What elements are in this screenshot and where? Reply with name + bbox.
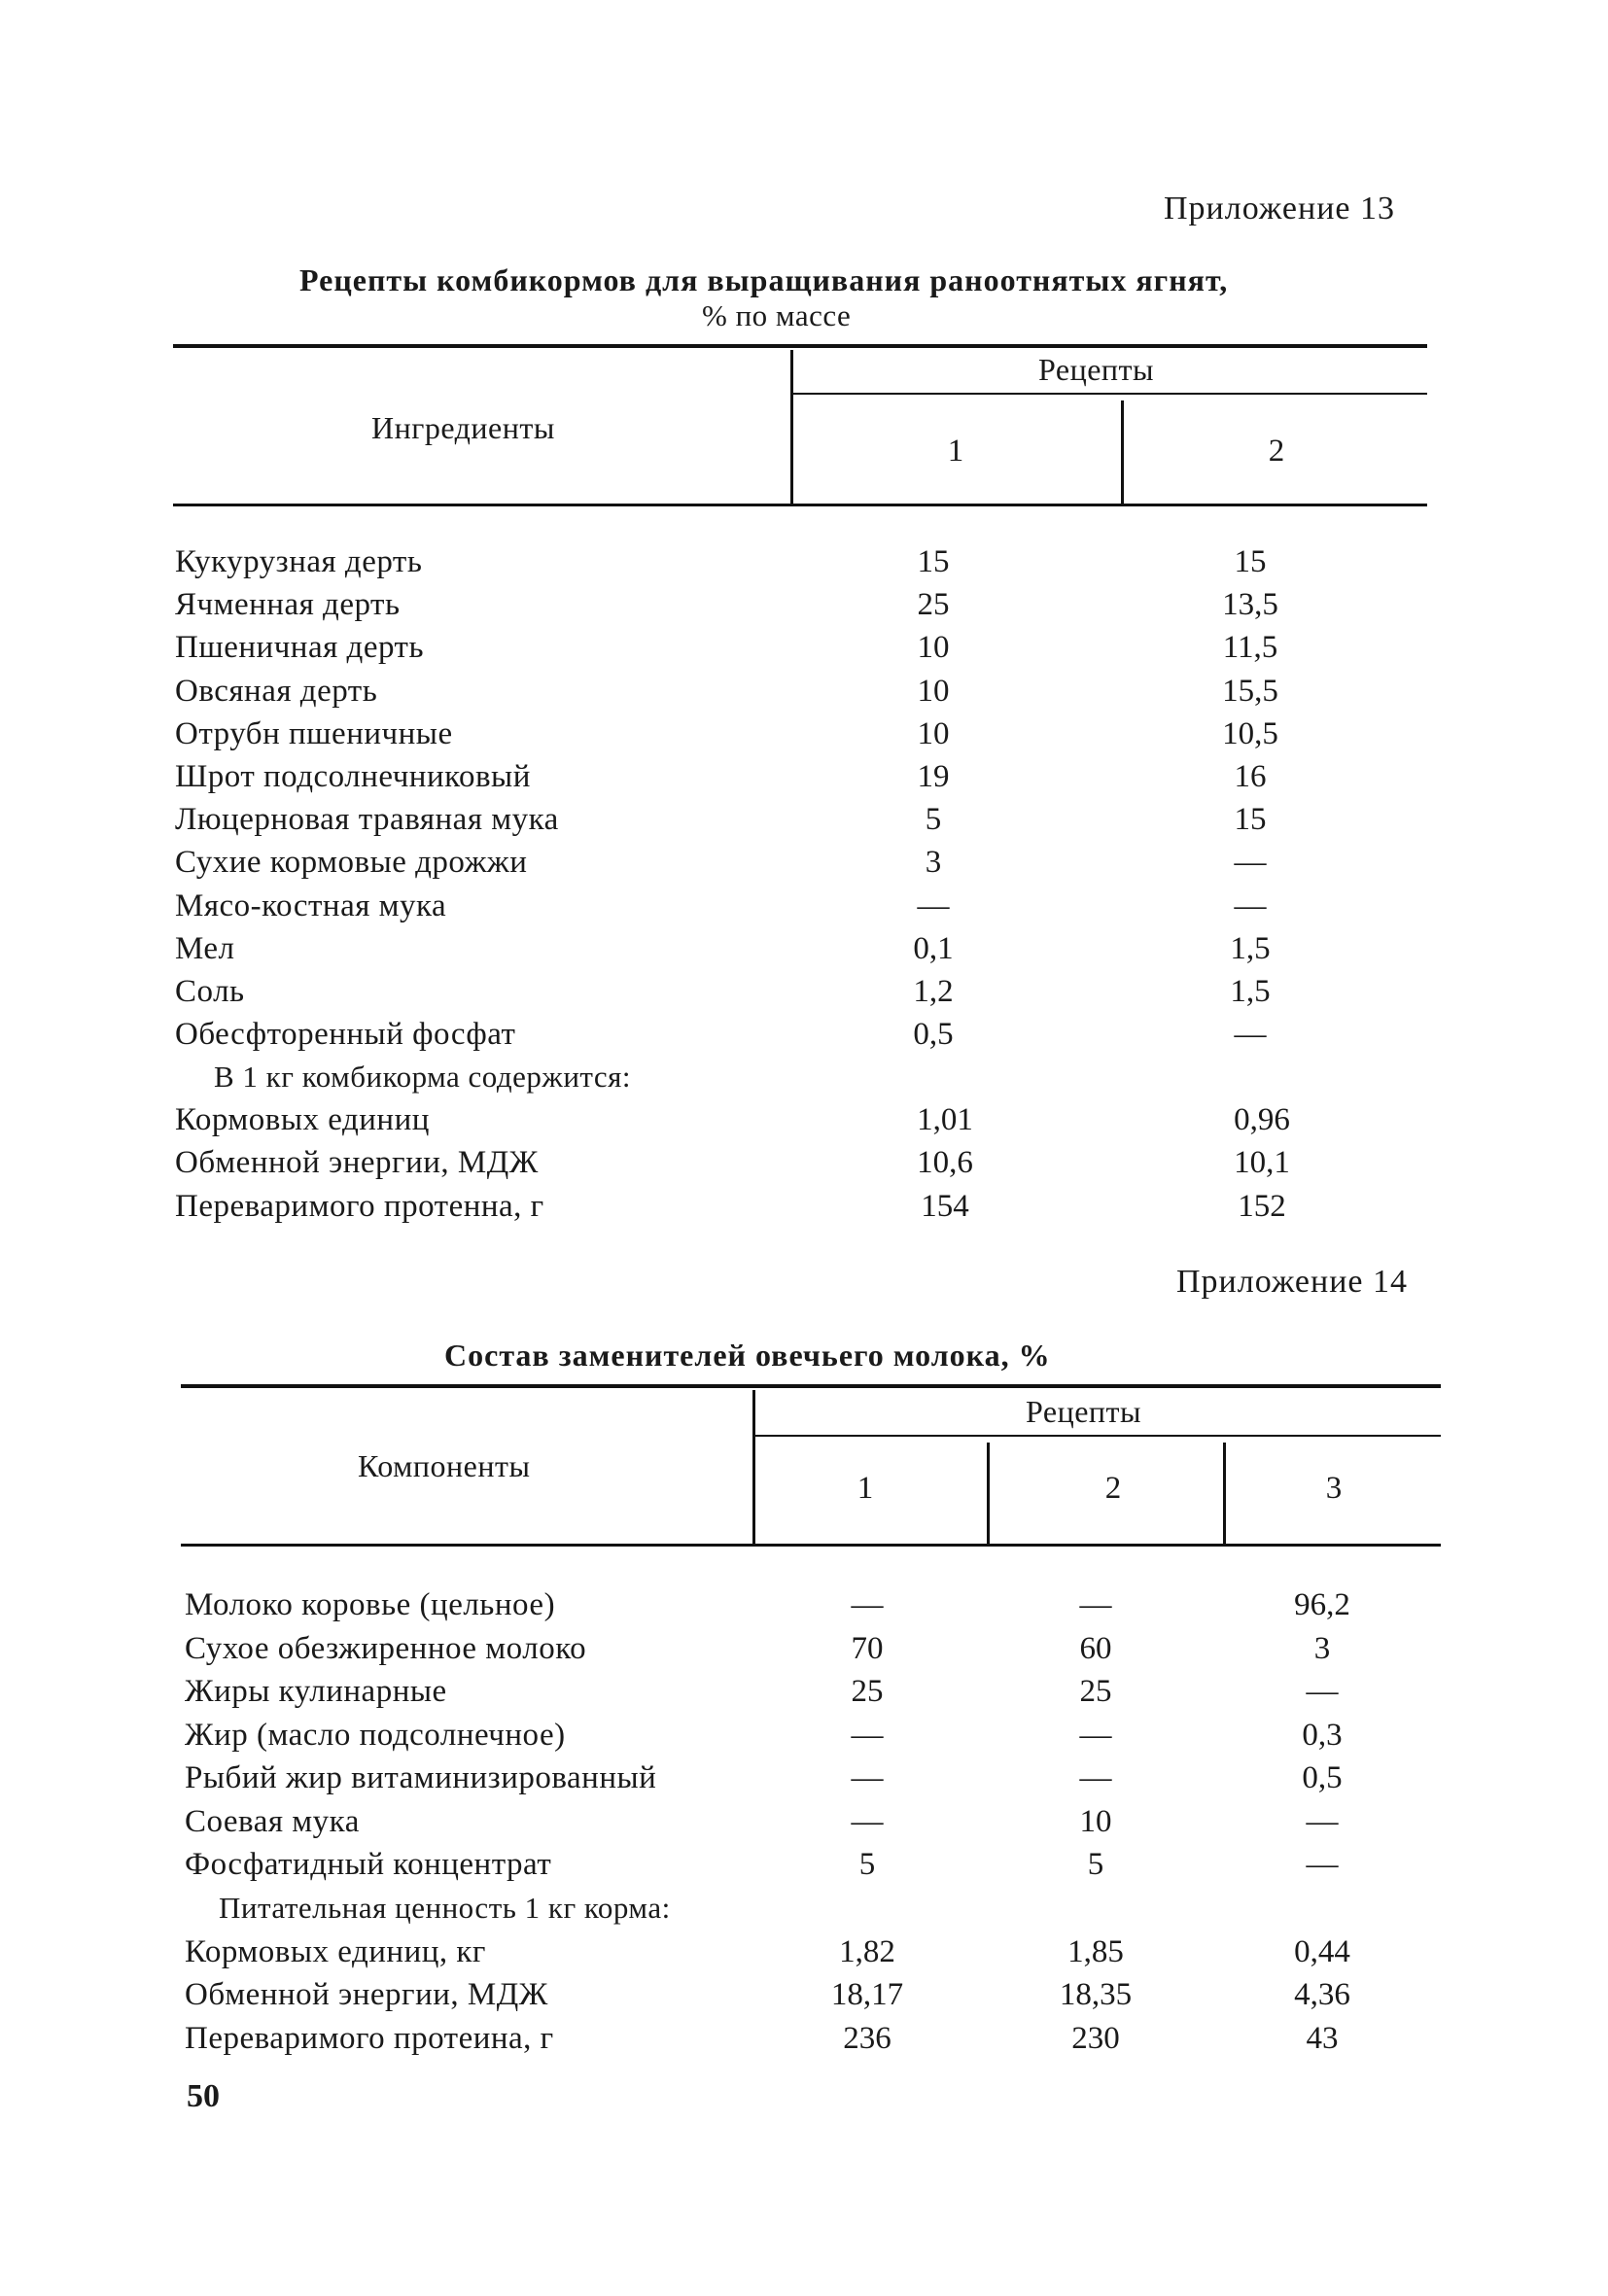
table-2-row-value-2: 10 [1079, 1804, 1112, 1839]
table-1-row-value-2: 16 [1234, 759, 1267, 794]
table-2-col-divider-1 [987, 1443, 990, 1544]
table-2-row-value-3: 0,3 [1302, 1718, 1343, 1753]
table-1-row-value-1: 3 [925, 845, 942, 880]
table-2-header-components: Компоненты [358, 1448, 531, 1483]
table-1-header-rule [173, 504, 1427, 506]
table-1-content-value-1: 1,01 [917, 1102, 973, 1137]
table-1-content-row-name: Обменной энергии, МДЖ [175, 1145, 539, 1180]
table-1-row-name: Соль [175, 974, 245, 1009]
table-2-nutrition-value-2: 1,85 [1067, 1934, 1124, 1969]
table-2-col-2: 2 [1104, 1471, 1122, 1506]
table-1-row-name: Отрубн пшеничные [175, 716, 453, 751]
table-2-nutrition-value-1: 18,17 [830, 1977, 904, 2012]
table-1-row-value-1: 0,1 [913, 931, 954, 966]
table-1-row-name: Шрот подсолнечниковый [175, 759, 531, 794]
table-2-nutrition-value-2: 18,35 [1059, 1977, 1133, 2012]
table-2-row-value-1: 70 [851, 1631, 884, 1666]
table-1-row-name: Люцерновая травяная мука [175, 802, 559, 837]
table-2-row-value-3: 0,5 [1302, 1760, 1343, 1795]
table-2-nutrition-value-1: 236 [843, 2021, 891, 2056]
table-2-row-value-1: — [851, 1804, 884, 1839]
table-2-row-name: Сухое обезжиренное молоко [185, 1631, 587, 1666]
table-1-header-divider [790, 350, 793, 504]
table-2-row-value-1: 5 [858, 1847, 876, 1882]
table-1-row-value-1: 5 [925, 802, 942, 837]
table-1-content-row-name: Кормовых единиц [175, 1102, 430, 1137]
page-number: 50 [187, 2078, 220, 2114]
table-2-nutrition-value-2: 230 [1071, 2021, 1120, 2056]
table-2-recipes-rule [755, 1435, 1441, 1437]
table-2-nutrition-value-3: 43 [1306, 2021, 1339, 2056]
table-1-content-value-2: 10,1 [1234, 1145, 1290, 1180]
table-1-row-name: Овсяная дерть [175, 674, 378, 709]
table-2-nutrition-value-3: 4,36 [1294, 1977, 1350, 2012]
table-2-col-1: 1 [856, 1471, 874, 1506]
table-2-col-3: 3 [1325, 1471, 1343, 1506]
table-1-col-divider [1121, 400, 1124, 504]
table-1-row-name: Пшеничная дерть [175, 630, 425, 665]
table-2-header-recipes: Рецепты [1026, 1394, 1142, 1429]
table-1-row-value-1: 0,5 [913, 1017, 954, 1052]
table-2-row-value-2: 5 [1087, 1847, 1104, 1882]
table-1-row-name: Сухие кормовые дрожжи [175, 845, 528, 880]
table-2-header-rule [181, 1544, 1441, 1547]
table-2-row-value-1: — [851, 1760, 884, 1795]
table-2-row-value-2: 60 [1079, 1631, 1112, 1666]
appendix-13-label: Приложение 13 [1164, 191, 1395, 226]
table-2-row-value-3: 3 [1313, 1631, 1331, 1666]
table-2-row-value-2: — [1079, 1587, 1112, 1622]
table-1-row-value-2: 1,5 [1230, 974, 1271, 1009]
table-1-row-value-2: 15,5 [1222, 674, 1278, 709]
table-2-row-value-1: — [851, 1587, 884, 1622]
table-1-row-value-2: 15 [1234, 544, 1267, 579]
table-1-subtitle: % по массе [702, 298, 852, 332]
table-2-row-value-3: 96,2 [1294, 1587, 1350, 1622]
table-1-content-value-1: 10,6 [917, 1145, 973, 1180]
table-2-row-name: Жир (масло подсолнечное) [185, 1718, 566, 1753]
table-1-content-note: В 1 кг комбикорма содержится: [214, 1060, 631, 1094]
table-1-header-recipes: Рецепты [1038, 352, 1155, 387]
table-2-row-value-2: — [1079, 1718, 1112, 1753]
table-1-row-name: Мел [175, 931, 235, 966]
table-1-row-value-2: — [1234, 1017, 1267, 1052]
table-1-content-row-name: Переваримого протенна, г [175, 1189, 544, 1224]
table-1-row-name: Обесфторенный фосфат [175, 1017, 516, 1052]
table-2-row-value-3: — [1306, 1847, 1339, 1882]
table-2-row-name: Соевая мука [185, 1804, 360, 1839]
table-1-row-value-1: 15 [917, 544, 950, 579]
table-1-row-value-1: 10 [917, 630, 950, 665]
table-2-nutrition-note: Питательная ценность 1 кг корма: [219, 1891, 671, 1925]
table-2-top-rule [181, 1384, 1441, 1388]
table-1-title: Рецепты комбикормов для выращивания раноотнятых ягнят, [299, 262, 1229, 297]
table-1-row-value-1: — [917, 888, 950, 923]
table-1-row-value-2: 10,5 [1222, 716, 1278, 751]
table-2-nutrition-row-name: Обменной энергии, МДЖ [185, 1977, 548, 2012]
table-1-row-value-2: 15 [1234, 802, 1267, 837]
table-2-nutrition-value-3: 0,44 [1294, 1934, 1350, 1969]
table-2-col-divider-2 [1223, 1443, 1226, 1544]
table-2-row-value-1: 25 [851, 1674, 884, 1709]
table-2-row-value-3: — [1306, 1804, 1339, 1839]
table-1-content-value-2: 0,96 [1234, 1102, 1290, 1137]
table-1-header-ingredients: Ингредиенты [371, 410, 555, 445]
table-1-row-name: Кукурузная дерть [175, 544, 423, 579]
table-1-row-value-2: — [1234, 845, 1267, 880]
table-2-nutrition-value-1: 1,82 [839, 1934, 895, 1969]
table-2-row-value-3: — [1306, 1674, 1339, 1709]
table-1-row-value-1: 19 [917, 759, 950, 794]
table-1-row-value-2: 13,5 [1222, 587, 1278, 622]
table-1-row-value-1: 10 [917, 716, 950, 751]
table-2-row-name: Молоко коровье (цельное) [185, 1587, 556, 1622]
table-2-row-name: Фосфатидный концентрат [185, 1847, 552, 1882]
table-1-top-rule [173, 344, 1427, 348]
table-1-col-1: 1 [947, 434, 964, 469]
table-1-content-value-1: 154 [921, 1189, 969, 1224]
table-1-row-value-2: 11,5 [1222, 630, 1278, 665]
appendix-14-label: Приложение 14 [1176, 1264, 1408, 1300]
table-1-row-name: Мясо-костная мука [175, 888, 447, 923]
table-2-row-value-1: — [851, 1718, 884, 1753]
table-1-recipes-rule [793, 393, 1427, 395]
table-2-title: Состав заменителей овечьего молока, % [444, 1338, 1051, 1373]
table-2-row-value-2: 25 [1079, 1674, 1112, 1709]
table-1-row-value-1: 10 [917, 674, 950, 709]
table-2-nutrition-row-name: Кормовых единиц, кг [185, 1934, 486, 1969]
table-1-row-value-2: 1,5 [1230, 931, 1271, 966]
table-1-row-value-2: — [1234, 888, 1267, 923]
table-2-nutrition-row-name: Переваримого протеина, г [185, 2021, 554, 2056]
table-2-row-value-2: — [1079, 1760, 1112, 1795]
table-2-header-divider [752, 1390, 755, 1544]
table-2-row-name: Рыбий жир витаминизированный [185, 1760, 657, 1795]
table-1-col-2: 2 [1268, 434, 1285, 469]
table-2-row-name: Жиры кулинарные [185, 1674, 447, 1709]
table-1-row-value-1: 1,2 [913, 974, 954, 1009]
table-1-content-value-2: 152 [1238, 1189, 1286, 1224]
table-1-row-name: Ячменная дерть [175, 587, 401, 622]
table-1-row-value-1: 25 [917, 587, 950, 622]
